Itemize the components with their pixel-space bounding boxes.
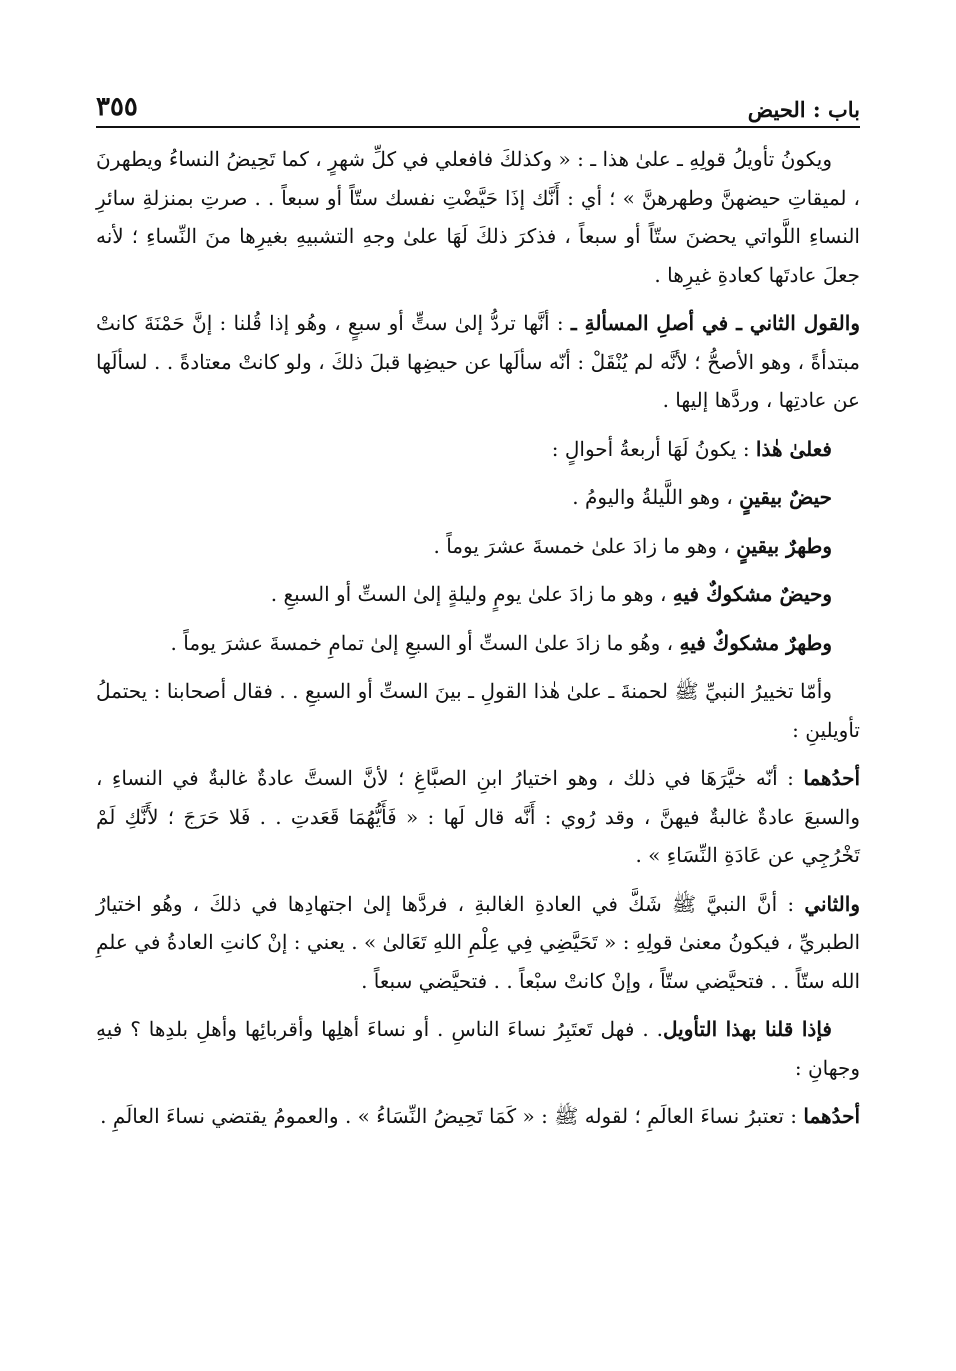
- paragraph-lead: وطهرٌ مشكوكٌ فيهِ: [679, 630, 832, 655]
- paragraph: [96, 672, 860, 749]
- paragraph: [96, 478, 860, 517]
- paragraph-text: : أنّه خيَّرَهَا في ذلك ، وهو اختيارُ ابنِ الصبَّاغِ ؛ لأنَّ الستَّ عادةٌ غالبةٌ في النساءِ ، والسبعَ عادةٌ غالبةٌ فيهنَّ ، وقد رُوي : أَنَّه قال لَها : « فَأَيُّهُمَا قَعَدتِ . . فَلا حَرَجَ ؛ لأَنَّكِ لَمْ تَخْرُجِي عن عَادَةِ النِّسَاءِ » .: [96, 766, 860, 867]
- paragraph-lead: وطهرٌ بيقينٍ: [736, 533, 832, 558]
- paragraph: [96, 885, 860, 1001]
- paragraph-lead: والثاني: [804, 891, 860, 916]
- paragraph-text: ، وهو ما زادَ علىٰ خمسةَ عشرَ يوماً .: [433, 533, 737, 558]
- paragraph: [96, 527, 860, 566]
- paragraph-text: ويكونُ تأويلُ قولِهِ ـ علىٰ هذا ـ : « وكذلكَ فافعلي في كلِّ شهرٍ ، كما تَحِيضُ النساءُ ويطهرنَ ، لميقاتِ حيضهنَّ وطهرهنَّ » ؛ أي : أَنَّك إذَا حَيَّضْتِ نفسك ستّاً أو سبعاً . . صرتِ بمنزلةِ سائرِ النساءِ اللَّواتي يحضنَ ستّاً أو سبعاً ، فذكرَ ذلكَ لَهَا علىٰ وجهِ التشبيهِ بغيرِها منَ النِّساءِ ؛ لأنه جعلَ عادتَها كعادةِ غيرِها .: [96, 147, 860, 287]
- paragraph-lead: والقول الثاني ـ في أصلِ المسألةِ ـ: [570, 311, 860, 335]
- paragraph: [96, 624, 860, 663]
- paragraph: [96, 430, 860, 469]
- paragraph-text: : يكونُ لَهَا أربعةُ أحوالٍ :: [551, 436, 756, 461]
- paragraph-lead: فإذا قلنا بهذا التأويل: [663, 1017, 832, 1041]
- paragraph-text: ، وهُو ما زادَ علىٰ الستِّ أو السبعِ إلىٰ تمامِ خمسةَ عشرَ يوماً .: [170, 630, 680, 655]
- paragraph-text: . . فهل تَعتَبِرُ نساءَ الناسِ . أو نساءَ أهلِها وأقربائِها وأهلِ بلدِها ؟ فيهِ وجهانِ :: [96, 1017, 860, 1080]
- paragraph-lead: فعلىٰ هٰذا: [755, 436, 832, 461]
- paragraph-text: ، وهو ما زادَ علىٰ يومٍ وليلةٍ إلىٰ الستِّ أو السبعِ .: [270, 582, 673, 606]
- paragraph-text: وأمّا تخييرُ النبيِّ ﷺ لحمنةَ ـ علىٰ هٰذا القولِ ـ بينَ الستِّ أو السبعِ . . فقال أصحابنا : يحتملُ تأويلينِ :: [96, 679, 860, 742]
- paragraph-text: : أنَّ النبيَّ ﷺ شَكَّ في العادةِ الغالبةِ ، فردَّها إلىٰ اجتهادِها في ذلكَ ، وهُو اختيارُ الطبريِّ ، فيكونُ معنىٰ قولِهِ : « تَحَيَّضِي فِي عِلْمِ اللهِ تَعَالىٰ » . يعني : إنْ كانتِ العادةُ في علمِ الله ستّاً . . فتحيَّضي ستّاً ، وإنْ كانتْ سبْعاً . . فتحيَّضي سبعاً .: [96, 891, 861, 993]
- paragraph-text: : أنَّها تردُّ إلىٰ ستٍّ أو سبعٍ ، وهُو إذا قُلنا : إنَّ حَمْنَةَ كانتْ مبتدأةً ، وهو الأصحُّ ؛ لأنَّه لم يُنْقَلْ : أنّه سألَها عن حيضِها قبلَ ذلكَ ، ولو كانتْ معتادةً . . لسألَها عن عادتِها ، وردَّها إليها .: [96, 311, 860, 412]
- paragraph: [96, 759, 860, 875]
- running-header: [96, 82, 860, 122]
- paragraph: [96, 140, 860, 294]
- page-number: ٣٥٥: [96, 92, 138, 122]
- paragraph-text: ، وهو اللَّيلةُ واليومُ .: [572, 485, 740, 509]
- chapter-title: باب : الحيض: [747, 97, 860, 122]
- paragraph-lead: أحدُهما: [803, 1104, 860, 1128]
- header-rule: [96, 126, 860, 128]
- paragraph-text: : تعتبرُ نساءَ العالَمِ ؛ لقوله ﷺ : « كَمَا تَحِيضُ النِّسَاءُ » . والعمومُ يقتضي نساءَ العالَمِ .: [100, 1104, 804, 1128]
- paragraph-lead: أحدُهما: [803, 766, 860, 790]
- paragraph-lead: حيضٌ بيقينٍ: [739, 485, 832, 509]
- paragraph: [96, 575, 860, 614]
- page-body: [96, 140, 860, 1146]
- paragraph: [96, 1010, 860, 1087]
- paragraph: [96, 1097, 860, 1136]
- paragraph-lead: وحيضٌ مشكوكٌ فيهِ: [672, 582, 832, 606]
- paragraph: [96, 304, 860, 420]
